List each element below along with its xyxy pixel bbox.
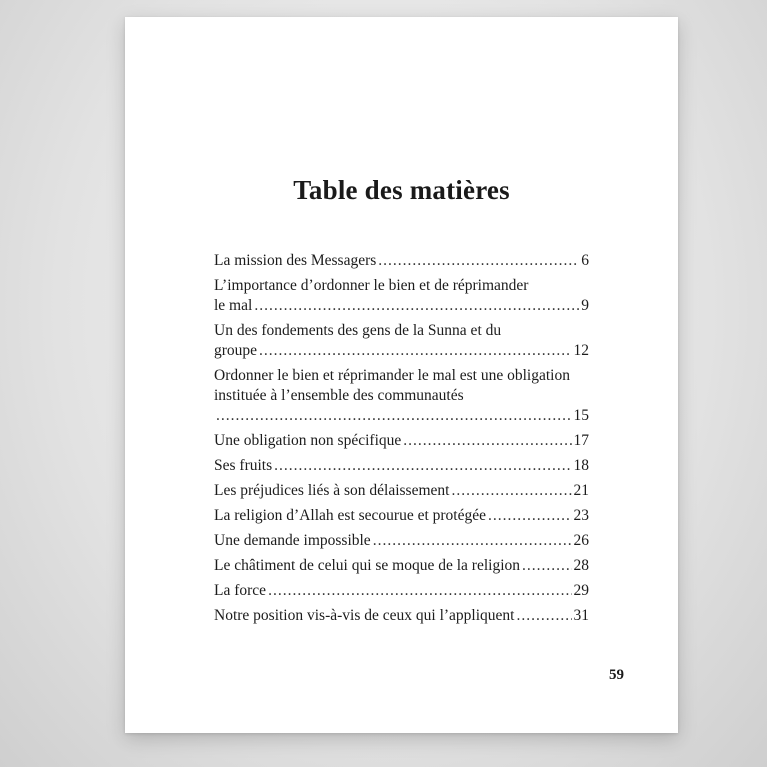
toc-entry-page: 23 [573,507,589,524]
toc-entry-page: 18 [573,457,589,474]
toc-entry-page: 6 [581,252,589,269]
toc-entry-title: Le châtiment de celui qui se moque de la religion [214,557,521,574]
toc-entry-title-lead: Ordonner le bien et réprimander le mal est une obligation instituée à l’ensemble des communautés [214,367,570,404]
toc-entry-title: le mal [214,297,253,314]
page-title: Table des matières [293,175,510,205]
dot-leader [373,531,572,551]
toc-entry [214,556,589,576]
toc-entry [214,366,589,426]
toc-entry-title: Notre position vis-à-vis de ceux qui l’appliquent [214,607,515,624]
dot-leader [451,481,571,501]
toc-entry-line [214,606,589,626]
book-page [125,17,678,733]
toc-entry-title: Une demande impossible [214,532,371,549]
toc-entry-title: La religion d’Allah est secourue et protégée [214,507,486,524]
dot-leader [259,341,571,361]
toc-entry-page: 9 [581,297,589,314]
dot-leader [268,581,571,601]
dot-leader [516,606,571,626]
toc-entry-line [214,556,589,576]
dot-leader [488,506,572,526]
page-number: 59 [609,667,624,683]
toc-entry [214,251,589,271]
toc-entry-page: 28 [573,557,589,574]
dot-leader [522,556,571,576]
toc-entry-title: La force [214,582,267,599]
toc-entry-line [214,481,589,501]
dot-leader [403,431,571,451]
toc-entry-line [214,431,589,451]
toc-entry-title: La mission des Messagers [214,252,377,269]
toc-entry-line [214,341,589,361]
table-of-contents [214,251,589,631]
toc-entry-page: 21 [573,482,589,499]
toc-entry-title-lead: L’importance d’ordonner le bien et de réprimander [214,277,529,294]
toc-entry [214,276,589,316]
toc-entry-page: 26 [573,532,589,549]
toc-entry-line [214,581,589,601]
dot-leader [216,406,572,426]
toc-entry-page: 12 [573,342,589,359]
toc-entry-line [214,506,589,526]
toc-entry [214,456,589,476]
toc-entry-page: 17 [573,432,589,449]
toc-entry-title: Ses fruits [214,457,273,474]
toc-entry-page: 15 [573,407,589,424]
toc-entry [214,431,589,451]
toc-entry-line [214,406,589,426]
toc-entry-line [214,251,589,271]
toc-entry [214,581,589,601]
toc-entry-title: Les préjudices liés à son délaissement [214,482,450,499]
toc-entry-page: 29 [573,582,589,599]
toc-entry [214,606,589,626]
toc-entry [214,481,589,501]
dot-leader [378,251,579,271]
dot-leader [274,456,571,476]
toc-entry-title: Une obligation non spécifique [214,432,402,449]
toc-entry [214,321,589,361]
dot-leader [254,296,579,316]
toc-entry-title: groupe [214,342,258,359]
toc-entry-line [214,456,589,476]
toc-entry-line [214,296,589,316]
toc-entry [214,531,589,551]
toc-entry-line [214,531,589,551]
toc-entry-title-lead: Un des fondements des gens de la Sunna et du [214,322,502,339]
toc-entry-page: 31 [573,607,589,624]
toc-entry [214,506,589,526]
